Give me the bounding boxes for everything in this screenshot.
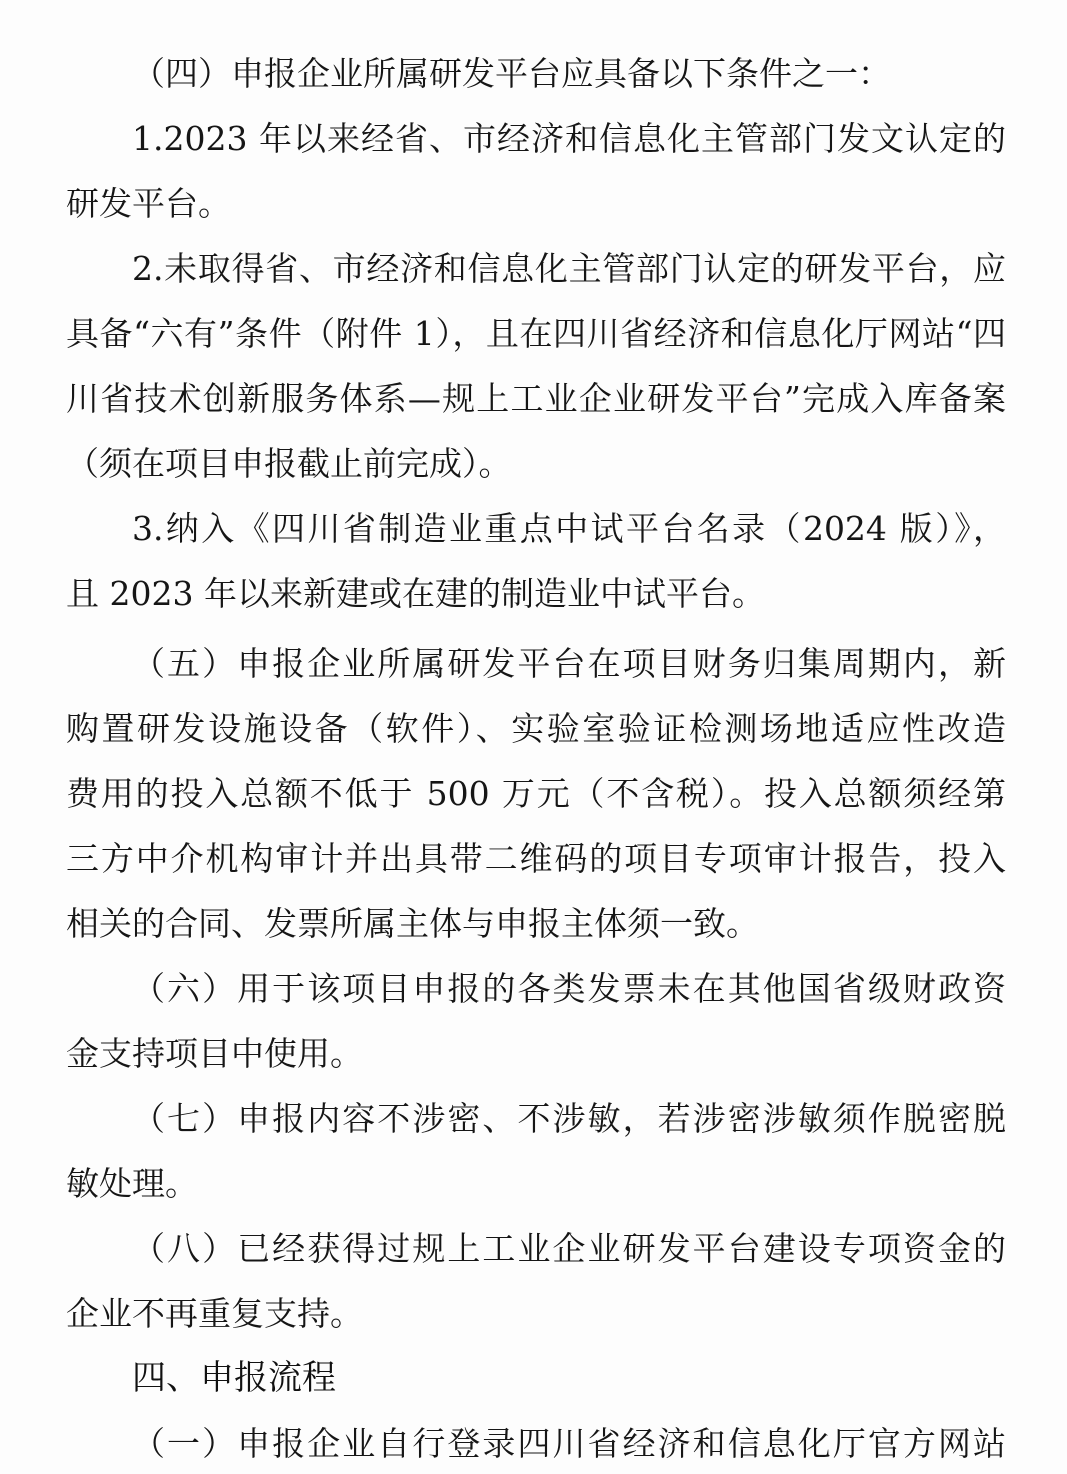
section-heading: 四、申报流程 — [132, 1358, 336, 1398]
text-line: 相关的合同、发票所属主体与申报主体须一致。 — [66, 904, 759, 943]
text-line: （一）申报企业自行登录四川省经济和信息化厅官方网站 — [132, 1424, 1006, 1463]
text-line: 购置研发设施设备（软件）、实验室验证检测场地适应性改造 — [66, 709, 1006, 748]
text-line: 金支持项目中使用。 — [66, 1034, 363, 1073]
text-line: 1.2023 年以来经省、市经济和信息化主管部门发文认定的 — [132, 119, 1006, 158]
text-line: 费用的投入总额不低于 500 万元（不含税）。投入总额须经第 — [66, 774, 1006, 813]
text-line: 三方中介机构审计并出具带二维码的项目专项审计报告，投入 — [66, 839, 1006, 878]
text-line: 川省技术创新服务体系—规上工业企业研发平台”完成入库备案 — [66, 379, 1006, 418]
text-line: （五）申报企业所属研发平台在项目财务归集周期内，新 — [132, 644, 1006, 683]
text-line: （四）申报企业所属研发平台应具备以下条件之一： — [132, 54, 891, 93]
text-line: 研发平台。 — [66, 184, 231, 223]
text-line: 2.未取得省、市经济和信息化主管部门认定的研发平台，应 — [132, 249, 1006, 288]
text-line: （须在项目申报截止前完成）。 — [66, 444, 512, 483]
text-line: （七）申报内容不涉密、不涉敏，若涉密涉敏须作脱密脱 — [132, 1099, 1006, 1138]
text-line: 3.纳入《四川省制造业重点中试平台名录（2024 版）》， — [132, 509, 1006, 548]
text-line: （六）用于该项目申报的各类发票未在其他国省级财政资 — [132, 969, 1006, 1008]
text-line: 企业不再重复支持。 — [66, 1294, 363, 1333]
text-line: 具备“六有”条件（附件 1），且在四川省经济和信息化厅网站“四 — [66, 314, 1006, 353]
text-line: 敏处理。 — [66, 1164, 198, 1203]
text-line: （八）已经获得过规上工业企业研发平台建设专项资金的 — [132, 1229, 1006, 1268]
text-line: 且 2023 年以来新建或在建的制造业中试平台。 — [66, 574, 765, 613]
